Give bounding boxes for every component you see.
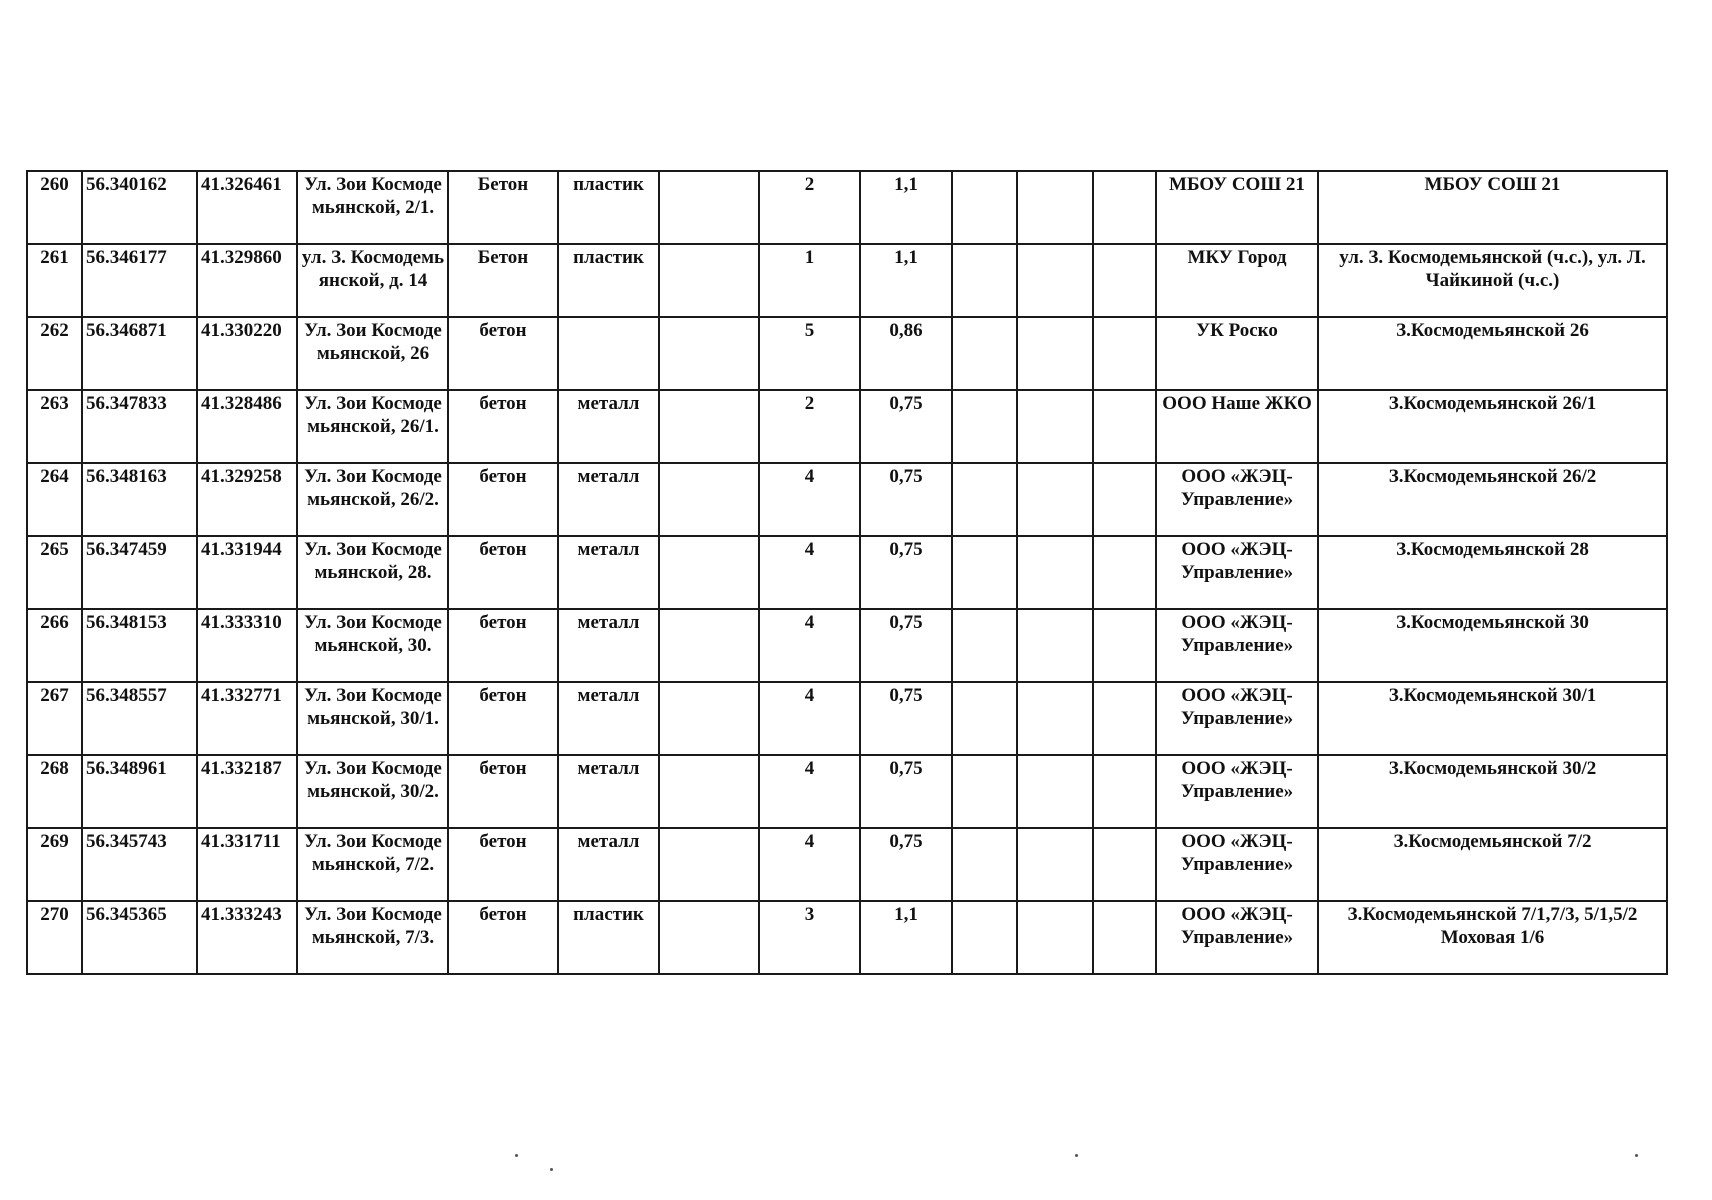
cell-empty [952, 536, 1017, 609]
cell-container-material: металл [558, 609, 659, 682]
cell-container-volume: 0,75 [860, 463, 952, 536]
cell-empty [952, 463, 1017, 536]
cell-latitude: 56.340162 [82, 171, 197, 244]
table-row [27, 463, 1667, 536]
table-row [27, 317, 1667, 390]
table-row [27, 755, 1667, 828]
cell-empty [1093, 536, 1156, 609]
scan-speck [550, 1168, 553, 1171]
cell-empty [659, 536, 759, 609]
address-text: ул. З. Космодемьянской, д. 14 [301, 247, 445, 291]
cell-container-material: металл [558, 682, 659, 755]
cell-empty [1093, 317, 1156, 390]
cell-empty [1093, 828, 1156, 901]
cell-container-material: металл [558, 755, 659, 828]
cell-address [297, 828, 448, 901]
cell-container-count: 5 [759, 317, 860, 390]
cell-longitude: 41.331711 [197, 828, 297, 901]
address-text: Ул. Зои Космодемьянской, 30/2. [304, 758, 442, 802]
cell-container-count: 2 [759, 390, 860, 463]
cell-row-number: 270 [27, 901, 82, 974]
cell-longitude: 41.333310 [197, 609, 297, 682]
cell-base-material: бетон [448, 536, 558, 609]
table-row [27, 901, 1667, 974]
address-text: Ул. Зои Космодемьянской, 26 [304, 320, 442, 364]
cell-empty [1017, 755, 1093, 828]
cell-longitude: 41.330220 [197, 317, 297, 390]
cell-empty [1017, 536, 1093, 609]
cell-empty [952, 682, 1017, 755]
cell-latitude: 56.348153 [82, 609, 197, 682]
cell-empty [1017, 609, 1093, 682]
cell-empty [659, 317, 759, 390]
cell-empty [659, 828, 759, 901]
cell-latitude: 56.345743 [82, 828, 197, 901]
cell-container-material [558, 317, 659, 390]
cell-empty [1093, 682, 1156, 755]
cell-empty [1017, 901, 1093, 974]
cell-row-number: 269 [27, 828, 82, 901]
address-text: Ул. Зои Космодемьянской, 7/2. [304, 831, 442, 875]
cell-base-material: бетон [448, 463, 558, 536]
table-row [27, 390, 1667, 463]
cell-served-objects: З.Космодемьянской 7/1,7/3, 5/1,5/2 Моховая 1/6 [1318, 901, 1667, 974]
cell-empty [1093, 609, 1156, 682]
table-row [27, 828, 1667, 901]
cell-empty [952, 755, 1017, 828]
cell-address [297, 609, 448, 682]
cell-container-material: металл [558, 390, 659, 463]
cell-managing-organization: УК Роско [1156, 317, 1318, 390]
cell-managing-organization: ООО «ЖЭЦ-Управление» [1156, 755, 1318, 828]
table-row [27, 171, 1667, 244]
cell-base-material: бетон [448, 755, 558, 828]
cell-longitude: 41.326461 [197, 171, 297, 244]
cell-container-volume: 0,75 [860, 390, 952, 463]
cell-row-number: 264 [27, 463, 82, 536]
cell-empty [659, 682, 759, 755]
cell-managing-organization: МКУ Город [1156, 244, 1318, 317]
cell-empty [1093, 463, 1156, 536]
cell-address [297, 171, 448, 244]
cell-empty [659, 755, 759, 828]
cell-base-material: бетон [448, 317, 558, 390]
cell-container-count: 2 [759, 171, 860, 244]
cell-served-objects: ул. З. Космодемьянской (ч.с.), ул. Л. Чайкиной (ч.с.) [1318, 244, 1667, 317]
cell-latitude: 56.346871 [82, 317, 197, 390]
address-text: Ул. Зои Космодемьянской, 30/1. [304, 685, 442, 729]
cell-served-objects: МБОУ СОШ 21 [1318, 171, 1667, 244]
cell-empty [659, 901, 759, 974]
cell-latitude: 56.348163 [82, 463, 197, 536]
cell-base-material: Бетон [448, 244, 558, 317]
cell-row-number: 267 [27, 682, 82, 755]
cell-longitude: 41.333243 [197, 901, 297, 974]
cell-empty [952, 171, 1017, 244]
address-text: Ул. Зои Космодемьянской, 30. [304, 612, 442, 656]
scan-speck [515, 1154, 518, 1157]
cell-container-volume: 0,75 [860, 755, 952, 828]
cell-empty [1093, 901, 1156, 974]
cell-container-count: 3 [759, 901, 860, 974]
cell-empty [1017, 390, 1093, 463]
cell-served-objects: З.Космодемьянской 7/2 [1318, 828, 1667, 901]
cell-empty [659, 463, 759, 536]
cell-longitude: 41.328486 [197, 390, 297, 463]
cell-latitude: 56.346177 [82, 244, 197, 317]
cell-latitude: 56.345365 [82, 901, 197, 974]
cell-container-count: 1 [759, 244, 860, 317]
cell-address [297, 463, 448, 536]
cell-longitude: 41.332187 [197, 755, 297, 828]
cell-empty [659, 244, 759, 317]
cell-address [297, 901, 448, 974]
cell-empty [952, 317, 1017, 390]
cell-address [297, 317, 448, 390]
table-row [27, 244, 1667, 317]
table-row [27, 536, 1667, 609]
cell-managing-organization: ООО «ЖЭЦ-Управление» [1156, 463, 1318, 536]
cell-address [297, 390, 448, 463]
cell-served-objects: З.Космодемьянской 28 [1318, 536, 1667, 609]
cell-served-objects: З.Космодемьянской 26/1 [1318, 390, 1667, 463]
cell-container-volume: 0,75 [860, 536, 952, 609]
cell-container-count: 4 [759, 536, 860, 609]
cell-address [297, 244, 448, 317]
table-row [27, 682, 1667, 755]
cell-container-material: пластик [558, 901, 659, 974]
cell-row-number: 262 [27, 317, 82, 390]
scan-speck [1075, 1154, 1078, 1157]
cell-container-material: пластик [558, 244, 659, 317]
cell-row-number: 263 [27, 390, 82, 463]
cell-empty [1093, 171, 1156, 244]
address-text: Ул. Зои Космодемьянской, 7/3. [304, 904, 442, 948]
cell-container-count: 4 [759, 463, 860, 536]
cell-served-objects: З.Космодемьянской 30 [1318, 609, 1667, 682]
cell-row-number: 260 [27, 171, 82, 244]
container-sites-table [26, 170, 1668, 975]
cell-managing-organization: ООО «ЖЭЦ-Управление» [1156, 901, 1318, 974]
cell-managing-organization: ООО «ЖЭЦ-Управление» [1156, 609, 1318, 682]
cell-managing-organization: ООО Наше ЖКО [1156, 390, 1318, 463]
cell-container-material: пластик [558, 171, 659, 244]
cell-container-material: металл [558, 463, 659, 536]
cell-container-count: 4 [759, 682, 860, 755]
address-text: Ул. Зои Космодемьянской, 2/1. [304, 174, 442, 218]
cell-container-volume: 1,1 [860, 244, 952, 317]
cell-container-volume: 0,75 [860, 828, 952, 901]
cell-empty [952, 390, 1017, 463]
cell-served-objects: З.Космодемьянской 26 [1318, 317, 1667, 390]
cell-empty [952, 244, 1017, 317]
cell-longitude: 41.331944 [197, 536, 297, 609]
cell-container-count: 4 [759, 755, 860, 828]
cell-empty [1017, 828, 1093, 901]
cell-container-material: металл [558, 828, 659, 901]
cell-base-material: бетон [448, 682, 558, 755]
cell-empty [1093, 244, 1156, 317]
cell-empty [659, 609, 759, 682]
cell-longitude: 41.332771 [197, 682, 297, 755]
cell-managing-organization: МБОУ СОШ 21 [1156, 171, 1318, 244]
address-text: Ул. Зои Космодемьянской, 26/2. [304, 466, 442, 510]
cell-empty [659, 390, 759, 463]
cell-served-objects: З.Космодемьянской 30/2 [1318, 755, 1667, 828]
cell-row-number: 268 [27, 755, 82, 828]
cell-container-volume: 0,86 [860, 317, 952, 390]
cell-served-objects: З.Космодемьянской 26/2 [1318, 463, 1667, 536]
cell-row-number: 261 [27, 244, 82, 317]
cell-container-volume: 0,75 [860, 682, 952, 755]
cell-container-volume: 0,75 [860, 609, 952, 682]
cell-address [297, 536, 448, 609]
cell-address [297, 755, 448, 828]
cell-empty [1093, 390, 1156, 463]
cell-served-objects: З.Космодемьянской 30/1 [1318, 682, 1667, 755]
cell-base-material: бетон [448, 390, 558, 463]
scan-speck [1635, 1154, 1638, 1157]
cell-latitude: 56.348961 [82, 755, 197, 828]
cell-base-material: бетон [448, 609, 558, 682]
cell-empty [1017, 171, 1093, 244]
cell-latitude: 56.347833 [82, 390, 197, 463]
cell-managing-organization: ООО «ЖЭЦ-Управление» [1156, 828, 1318, 901]
cell-container-material: металл [558, 536, 659, 609]
address-text: Ул. Зои Космодемьянской, 28. [304, 539, 442, 583]
cell-container-count: 4 [759, 609, 860, 682]
cell-base-material: Бетон [448, 171, 558, 244]
table-row [27, 609, 1667, 682]
cell-latitude: 56.347459 [82, 536, 197, 609]
cell-base-material: бетон [448, 828, 558, 901]
cell-managing-organization: ООО «ЖЭЦ-Управление» [1156, 536, 1318, 609]
cell-longitude: 41.329258 [197, 463, 297, 536]
cell-empty [1017, 463, 1093, 536]
cell-row-number: 265 [27, 536, 82, 609]
cell-empty [1017, 317, 1093, 390]
cell-empty [1017, 682, 1093, 755]
cell-longitude: 41.329860 [197, 244, 297, 317]
cell-latitude: 56.348557 [82, 682, 197, 755]
address-text: Ул. Зои Космодемьянской, 26/1. [304, 393, 442, 437]
cell-row-number: 266 [27, 609, 82, 682]
cell-empty [659, 171, 759, 244]
cell-empty [952, 828, 1017, 901]
table-body [27, 171, 1667, 974]
cell-empty [952, 901, 1017, 974]
cell-empty [1093, 755, 1156, 828]
cell-address [297, 682, 448, 755]
cell-managing-organization: ООО «ЖЭЦ-Управление» [1156, 682, 1318, 755]
cell-container-volume: 1,1 [860, 171, 952, 244]
cell-container-count: 4 [759, 828, 860, 901]
cell-empty [1017, 244, 1093, 317]
cell-container-volume: 1,1 [860, 901, 952, 974]
cell-base-material: бетон [448, 901, 558, 974]
cell-empty [952, 609, 1017, 682]
